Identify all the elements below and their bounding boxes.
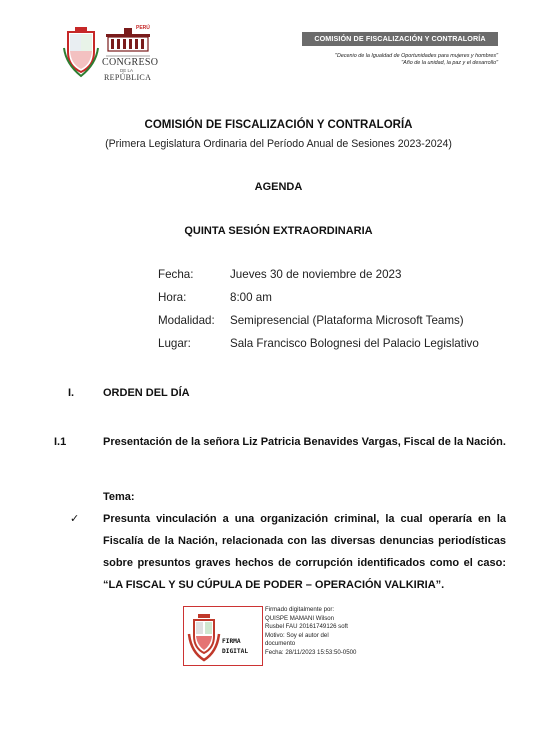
detail-value: 8:00 am <box>230 291 272 304</box>
detail-fecha <box>158 268 401 281</box>
document-title: COMISIÓN DE FISCALIZACIÓN Y CONTRALORÍA <box>144 119 413 131</box>
digital-signature-stamp <box>183 606 263 666</box>
firma-digital-label: FIRMA DIGITAL <box>222 638 249 655</box>
detail-value: Jueves 30 de noviembre de 2023 <box>230 268 402 281</box>
detail-hora <box>158 291 272 304</box>
signature-line: documento <box>265 640 296 648</box>
section-title: ORDEN DEL DÍA <box>103 387 190 399</box>
signature-info <box>265 606 415 658</box>
tema-label: Tema: <box>103 491 135 503</box>
session-heading: QUINTA SESIÓN EXTRAORDINARIA <box>184 225 373 237</box>
year-slogan: "Año de la unidad, la paz y el desarrollo" <box>401 60 498 66</box>
check-icon: ✓ <box>70 513 80 525</box>
peru-label: PERÚ <box>136 25 150 31</box>
de-la-label: DE LA <box>120 68 134 73</box>
item-text: Presentación de la señora Liz Patricia Benavides Vargas, Fiscal de la Nación. <box>103 436 506 448</box>
document-subtitle: (Primera Legislatura Ordinaria del Período Anual de Sesiones 2023-2024) <box>105 138 452 150</box>
congress-logo <box>62 24 162 82</box>
section-number: I. <box>68 387 75 399</box>
detail-value: Sala Francisco Bolognesi del Palacio Legislativo <box>230 337 479 350</box>
item-number: I.1 <box>54 436 67 448</box>
signature-line: QUISPE MAMANI Wilson <box>265 614 335 622</box>
detail-label: Modalidad: <box>158 314 215 327</box>
signature-line: Rusbel FAU 20161749126 soft <box>265 623 349 631</box>
detail-label: Hora: <box>158 291 187 304</box>
agenda-heading: AGENDA <box>254 181 303 193</box>
detail-lugar <box>158 337 479 350</box>
detail-label: Lugar: <box>158 337 191 350</box>
detail-label: Fecha: <box>158 268 194 281</box>
congreso-label: CONGRESO <box>102 57 159 68</box>
seal-icon <box>186 608 222 664</box>
signature-line: Motivo: Soy el autor del <box>265 631 329 639</box>
signature-line: Firmado digitalmente por: <box>265 606 335 613</box>
republica-label: REPÚBLICA <box>104 73 152 82</box>
commission-header-band: COMISIÓN DE FISCALIZACIÓN Y CONTRALORÍA <box>302 32 498 46</box>
tema-text: Presunta vinculación a una organización criminal, la cual operaría en la Fiscalía de la Nación, relacionada con las diversas denuncias periodísticas sobre presuntos graves hechos de corrupción identificados como el caso: “LA FISCAL Y SU CÚPULA DE PODER – OPERACIÓN VALKIRIA”. <box>103 513 506 591</box>
detail-modalidad <box>158 314 464 327</box>
decenio-slogan: "Decenio de la Igualdad de Oportunidades para mujeres y hombres" <box>335 53 498 59</box>
signature-line: Fecha: 28/11/2023 15:53:50-0500 <box>265 648 357 656</box>
detail-value: Semipresencial (Plataforma Microsoft Teams) <box>230 314 464 327</box>
